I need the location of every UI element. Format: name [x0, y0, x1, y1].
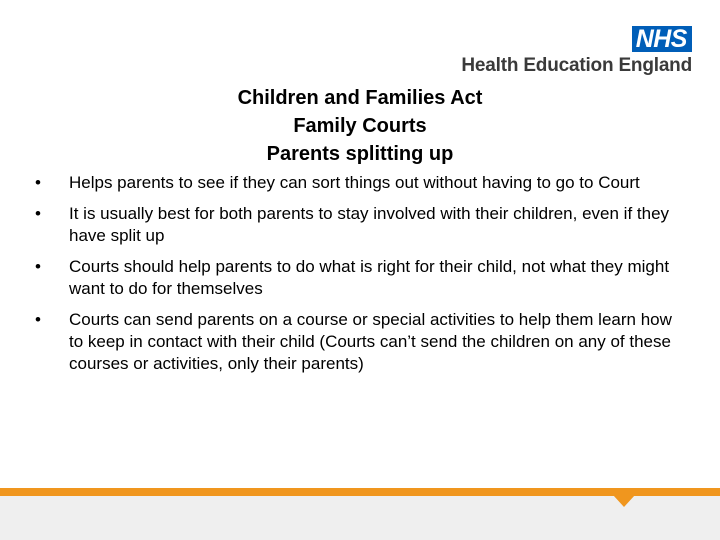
footer-notch-icon [613, 495, 635, 507]
list-item [28, 256, 688, 300]
bullet-text: It is usually best for both parents to stay involved with their children, even if they have split up [69, 204, 670, 245]
nhs-logo-mark: NHS [632, 26, 692, 52]
bullet-text: Helps parents to see if they can sort things out without having to go to Court [69, 173, 640, 192]
bullet-marker: • [35, 257, 41, 276]
bullet-marker: • [35, 204, 41, 223]
bullet-marker: • [35, 310, 41, 329]
title-line-3: Parents splitting up [266, 143, 454, 165]
nhs-logo [442, 26, 692, 77]
bullet-text: Courts can send parents on a course or special activities to help them learn how to keep in contact with their child (Courts can’t send the children on any of these courses or activities, only their parents) [69, 310, 672, 373]
footer-stripe [0, 488, 720, 496]
footer-band [0, 496, 720, 540]
list-item [28, 203, 688, 247]
list-item [28, 309, 688, 375]
list-item [28, 172, 688, 194]
title-line-2: Family Courts [293, 115, 427, 137]
bullet-marker: • [35, 173, 41, 192]
bullet-list [28, 172, 688, 384]
organisation-name: Health Education England [461, 55, 692, 76]
bullet-text: Courts should help parents to do what is right for their child, not what they might want to do for themselves [69, 257, 670, 298]
title-line-1: Children and Families Act [237, 87, 483, 109]
slide-title [0, 84, 720, 168]
